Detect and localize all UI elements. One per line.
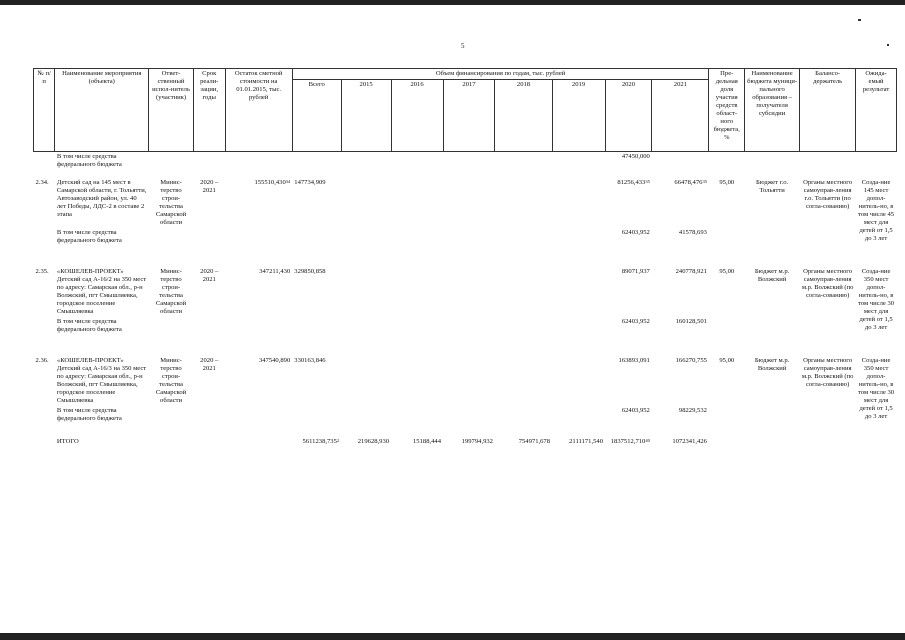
fed-2020: 62403,952 [621, 318, 650, 325]
table-header [34, 69, 897, 152]
header-2020: 2020 [605, 80, 652, 152]
header-2016: 2016 [391, 80, 443, 152]
header-share: Пре-дельная доля участия средств област-ного бюджета, % [709, 69, 745, 152]
table-row [34, 317, 897, 356]
row-share: 95,00 [719, 268, 735, 275]
row-term: 2020 – 2021 [200, 179, 219, 194]
header-result: Ожида-емый результат [856, 69, 897, 152]
table-body [34, 152, 897, 448]
row-result: Созда-ние 350 мест допол-нитель-но, в том числе 30 мест для детей от 1,5 до 3 лет [858, 268, 895, 331]
total-2017: 199794,932 [461, 438, 493, 445]
total-2021: 1072341,426 [672, 438, 707, 445]
total-2015: 219628,930 [357, 438, 390, 445]
row-number: 2.34. [35, 179, 49, 186]
scan-mark [887, 44, 889, 46]
row-budget: Бюджет м.р. Волжский [754, 268, 790, 283]
header-budget: Наименование бюджета муници-пального образования – получателя субсидии [745, 69, 800, 152]
fed-2021: 98229,532 [678, 407, 707, 414]
header-2017: 2017 [443, 80, 495, 152]
header-2018: 2018 [495, 80, 552, 152]
header-funding: Объем финансирования по годам, тыс. рублей [292, 69, 709, 80]
row-responsible: Минис-терство строи-тельства Самарской области [155, 268, 187, 315]
page-number: 5 [461, 42, 465, 50]
total-2020: 1837512,710$^{40}$ [610, 438, 650, 445]
top-scan-border [0, 0, 905, 5]
row-holder: Органы местного самоуправ-ления м.р. Волжский (по согла-сованию) [801, 357, 854, 388]
header-n: № п/п [34, 69, 55, 152]
fed-label: В том числе средства федерального бюджета [56, 153, 122, 168]
fed-2020: 47450,000 [621, 153, 650, 160]
row-responsible: Минис-терство строи-тельства Самарской области [155, 179, 187, 226]
row-2021: 66478,476$^{35}$ [674, 179, 707, 186]
row-responsible: Минис-терство строи-тельства Самарской области [155, 357, 187, 404]
fed-label: В том числе средства федерального бюджета [56, 407, 122, 422]
row-total: 147734,909 [294, 179, 326, 186]
row-holder: Органы местного самоуправ-ления г.о. Тольятти (по согла-сованию) [803, 179, 853, 210]
total-2016: 15188,444 [413, 438, 442, 445]
row-rest: 347211,430 [259, 268, 291, 275]
table-row [34, 267, 897, 317]
row-result: Созда-ние 350 мест допол-нитель-но, в том числе 30 мест для детей от 1,5 до 3 лет [858, 357, 895, 420]
row-2021: 240778,921 [675, 268, 707, 275]
row-share: 95,00 [719, 179, 735, 186]
total-2018: 754971,678 [518, 438, 551, 445]
total-2019: 2111171,540 [569, 438, 603, 445]
row-name: «КОШЕЛЕВ-ПРОЕКТ» Детский сад А-16/3 на 350 мест по адресу: Самарская обл., р-н Волжский, пгт Смышляевка, городское поселение Смышляевка [56, 357, 147, 404]
row-term: 2020 – 2021 [200, 268, 219, 283]
fed-2020: 62403,952 [621, 407, 650, 414]
funding-table [33, 68, 897, 447]
total-total: 5611238,735$^2$ [302, 438, 340, 445]
row-holder: Органы местного самоуправ-ления м.р. Волжский (по согла-сованию) [801, 268, 854, 299]
table-row [34, 178, 897, 228]
row-total: 330163,846 [294, 357, 326, 364]
header-holder: Балансо-держатель [800, 69, 856, 152]
row-total: 329850,858 [294, 268, 326, 275]
row-rest: 347540,890 [258, 357, 291, 364]
fed-label: В том числе средства федерального бюджета [56, 229, 122, 244]
row-rest: 155510,430$^{34}$ [254, 179, 291, 186]
table-row [34, 356, 897, 406]
header-total: Всего [292, 80, 341, 152]
fed-label: В том числе средства федерального бюджета [56, 318, 122, 333]
row-term: 2020 – 2021 [200, 357, 219, 372]
header-responsible: Ответ-ственный испол-нитель (участник) [149, 69, 194, 152]
row-2020: 163893,091 [618, 357, 650, 364]
total-label: ИТОГО [56, 438, 79, 445]
header-2021: 2021 [652, 80, 709, 152]
header-name: Наименование мероприятия (объекта) [55, 69, 149, 152]
row-number: 2.35. [35, 268, 49, 275]
total-row [34, 437, 897, 447]
row-2020: 81256,433$^{35}$ [617, 179, 650, 186]
row-2021: 166270,755 [675, 357, 707, 364]
bottom-scan-border [0, 633, 905, 640]
header-rest: Остаток сметной стоимости на 01.01.2015, тыс. рублей [225, 69, 292, 152]
row-2020: 89071,937 [621, 268, 650, 275]
table-row [34, 228, 897, 267]
row-budget: Бюджет г.о. Тольятти [755, 179, 789, 194]
header-term: Срок реали-зации, годы [193, 69, 225, 152]
scan-mark [858, 19, 861, 21]
header-2019: 2019 [552, 80, 605, 152]
row-number: 2.36. [35, 357, 49, 364]
table-row [34, 406, 897, 437]
header-2015: 2015 [341, 80, 391, 152]
row-budget: Бюджет м.р. Волжский [754, 357, 790, 372]
fed-2021: 160128,501 [675, 318, 707, 325]
row-name: «КОШЕЛЕВ-ПРОЕКТ» Детский сад А-16/2 на 350 мест по адресу: Самарская обл., р-н Волжский, пгт Смышляевка, городское поселение Смышляевка [56, 268, 147, 315]
row-share: 95,00 [719, 357, 735, 364]
table-row [34, 152, 897, 171]
fed-2020: 62403,952 [621, 229, 650, 236]
row-result: Созда-ние 145 мест допол-нитель-но, в том числе 45 мест для детей от 1,5 до 3 лет [858, 179, 895, 242]
row-name: Детский сад на 145 мест в Самарской области, г. Тольятти, Автозаводский район, ул. 40 лет Победы, ЛДС-2 в составе 2 этапа [56, 179, 147, 218]
fed-2021: 41578,693 [678, 229, 707, 236]
